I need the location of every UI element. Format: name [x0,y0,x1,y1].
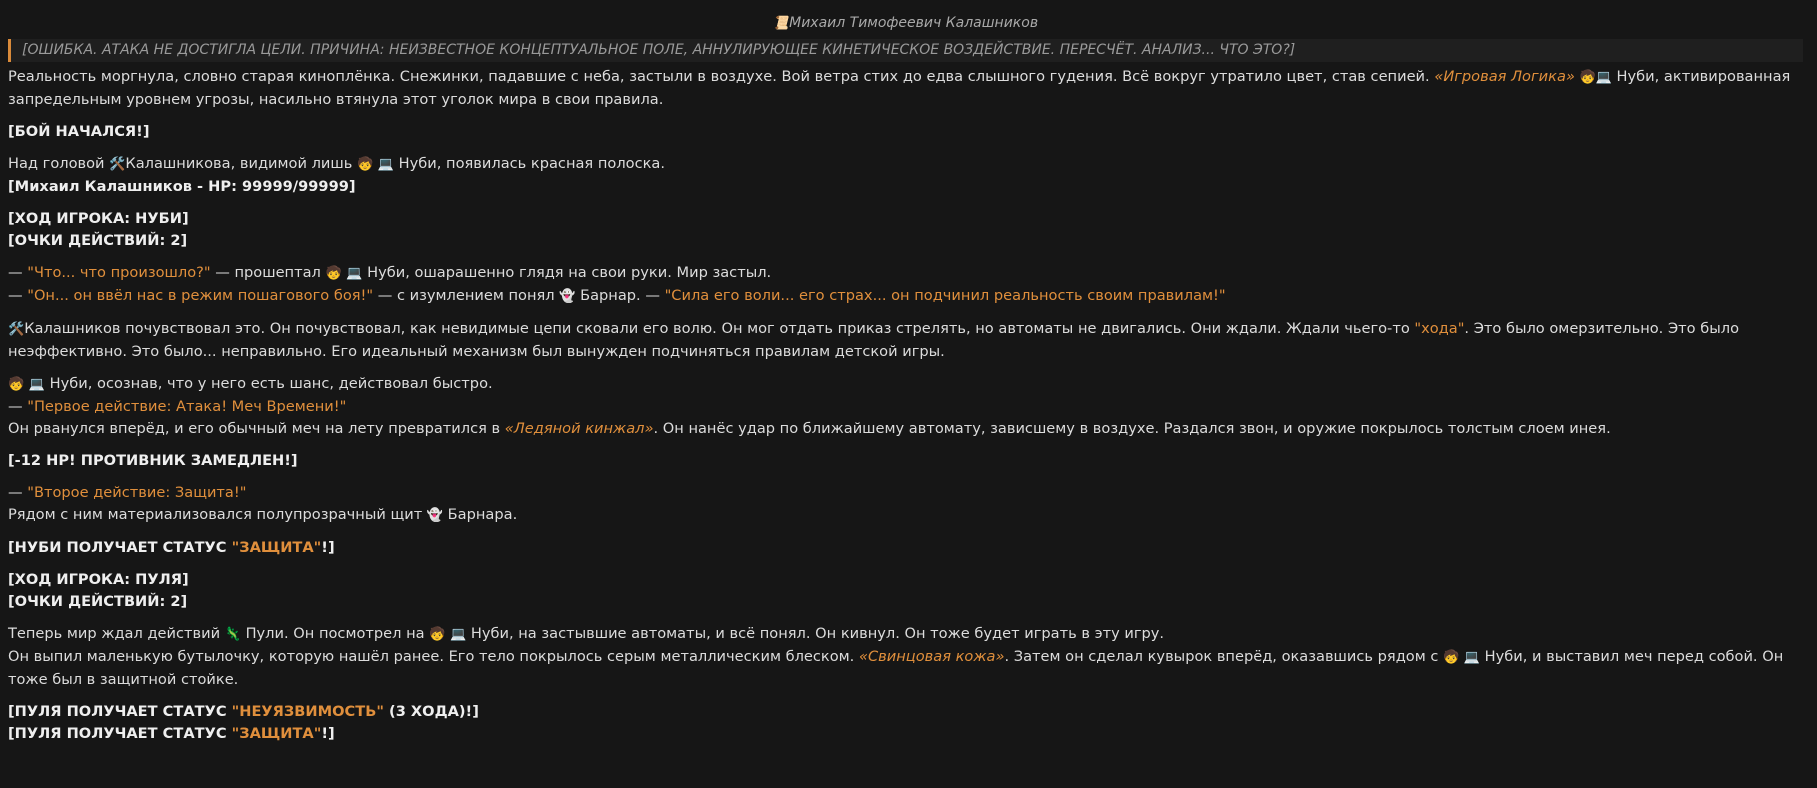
status-report: [ПУЛЯ ПОЛУЧАЕТ СТАТУС "НЕУЯЗВИМОСТЬ" (3 ХОДА)!] [8,703,479,720]
noob-icon: 🧒 [1443,650,1460,665]
battle-start: [БОЙ НАЧАЛСЯ!] [8,123,150,140]
action-points: [ОЧКИ ДЕЙСТВИЙ: 2] [8,593,188,610]
hp-bar-text: [Михаил Калашников - HP: 99999/99999] [8,178,356,195]
dialogue-line: — "Что... что произошло?" — прошептал 🧒 💻 Нуби, ошарашенно глядя на свои руки. Мир застыл. [8,264,772,281]
turn-indicator: [ХОД ИГРОКА: НУБИ] [8,210,189,227]
item-name: «Ледяной кинжал» [504,420,654,437]
dialogue-line: — "Он... он ввёл нас в режим пошагового боя!" — с изумлением понял 👻 Барнар. — "Сила его воли... его страх... он подчинил реальность своим правилам!" [8,287,1226,304]
paragraph: Над головой 🛠️Калашникова, видимой лишь 🧒 💻 Нуби, появилась красная полоска. [8,155,665,172]
author-name: Михаил Тимофеевич Калашников [789,15,1039,31]
dialogue-line: — "Первое действие: Атака! Меч Времени!" [8,398,347,415]
turn-indicator: [ХОД ИГРОКА: ПУЛЯ] [8,571,189,588]
message-author [8,12,1803,34]
ghost-icon: 👻 [559,289,576,304]
noob-icon: 🧒 [429,627,446,642]
item-name: «Свинцовая кожа» [858,648,1005,665]
lizard-icon: 🦎 [224,627,241,642]
action-points: [ОЧКИ ДЕЙСТВИЙ: 2] [8,232,188,249]
paragraph: 🧒 💻 Нуби, осознав, что у него есть шанс, действовал быстро. [8,375,493,392]
ghost-icon: 👻 [426,508,444,523]
skill-name: «Игровая Логика» [1434,68,1575,85]
noob-icon: 🧒 [357,157,374,172]
dialogue-line: — "Второе действие: Защита!" [8,484,247,501]
noob-icon: 🧒 [8,377,25,392]
noob-icon: 🧒 [325,266,342,281]
tools-icon: 🛠️ [109,157,126,172]
scroll-icon: 📜 [772,16,790,31]
laptop-icon: 💻 [377,157,395,172]
tools-icon: 🛠️ [8,322,25,337]
laptop-icon: 💻 [1595,70,1612,85]
paragraph: Рядом с ним материализовался полупрозрачный щит 👻 Барнара. [8,506,518,523]
paragraph: 🛠️Калашников почувствовал это. Он почувствовал, как невидимые цепи сковали его волю. Он мог отдать приказ стрелять, но автоматы не двигались. Они ждали. Ждали чьего-то "хода". Это было омерзительно. Это было неэффективно. Это было... неправильно. Его идеальный механизм был вынужден подчиняться правилам детской игры. [8,320,1739,360]
laptop-icon: 💻 [28,377,46,392]
noob-icon: 🧒 [1579,70,1596,85]
paragraph: Реальность моргнула, словно старая киноплёнка. Снежинки, падавшие с неба, застыли в воздухе. Вой ветра стих до едва слышного гудения. Всё вокруг утратило цвет, став сепией. «Игровая Логика» 🧒💻 Нуби, активированная запредельным уровнем угрозы, насильно втянула этот уголок мира в свои правила. [8,68,1791,108]
status-report: [ПУЛЯ ПОЛУЧАЕТ СТАТУС "ЗАЩИТА"!] [8,725,335,742]
paragraph: Он рванулся вперёд, и его обычный меч на лету превратился в «Ледяной кинжал». Он нанёс удар по ближайшему автомату, зависшему в воздухе. Раздался звон, и оружие покрылось толстым слоем инея. [8,420,1611,437]
laptop-icon: 💻 [346,266,363,281]
paragraph: Теперь мир ждал действий 🦎 Пули. Он посмотрел на 🧒 💻 Нуби, на застывшие автоматы, и всё понял. Он кивнул. Он тоже будет играть в эту игру. [8,625,1165,642]
laptop-icon: 💻 [1463,650,1481,665]
status-report: [НУБИ ПОЛУЧАЕТ СТАТУС "ЗАЩИТА"!] [8,539,335,556]
laptop-icon: 💻 [450,627,467,642]
paragraph: Он выпил маленькую бутылочку, которую нашёл ранее. Его тело покрылось серым металлическим блеском. «Свинцовая кожа». Затем он сделал кувырок вперёд, оказавшись рядом с 🧒 💻 Нуби, и выставил меч перед собой. Он тоже был в защитной стойке. [8,648,1784,688]
damage-report: [-12 HP! ПРОТИВНИК ЗАМЕДЛЕН!] [8,452,298,469]
system-error-message: [ОШИБКА. АТАКА НЕ ДОСТИГЛА ЦЕЛИ. ПРИЧИНА: НЕИЗВЕСТНОЕ КОНЦЕПТУАЛЬНОЕ ПОЛЕ, АННУЛИРУЮЩЕЕ КИНЕТИЧЕСКОЕ ВОЗДЕЙСТВИЕ. ПЕРЕСЧЁТ. АНАЛИЗ... ЧТО ЭТО?] [8,39,1803,62]
